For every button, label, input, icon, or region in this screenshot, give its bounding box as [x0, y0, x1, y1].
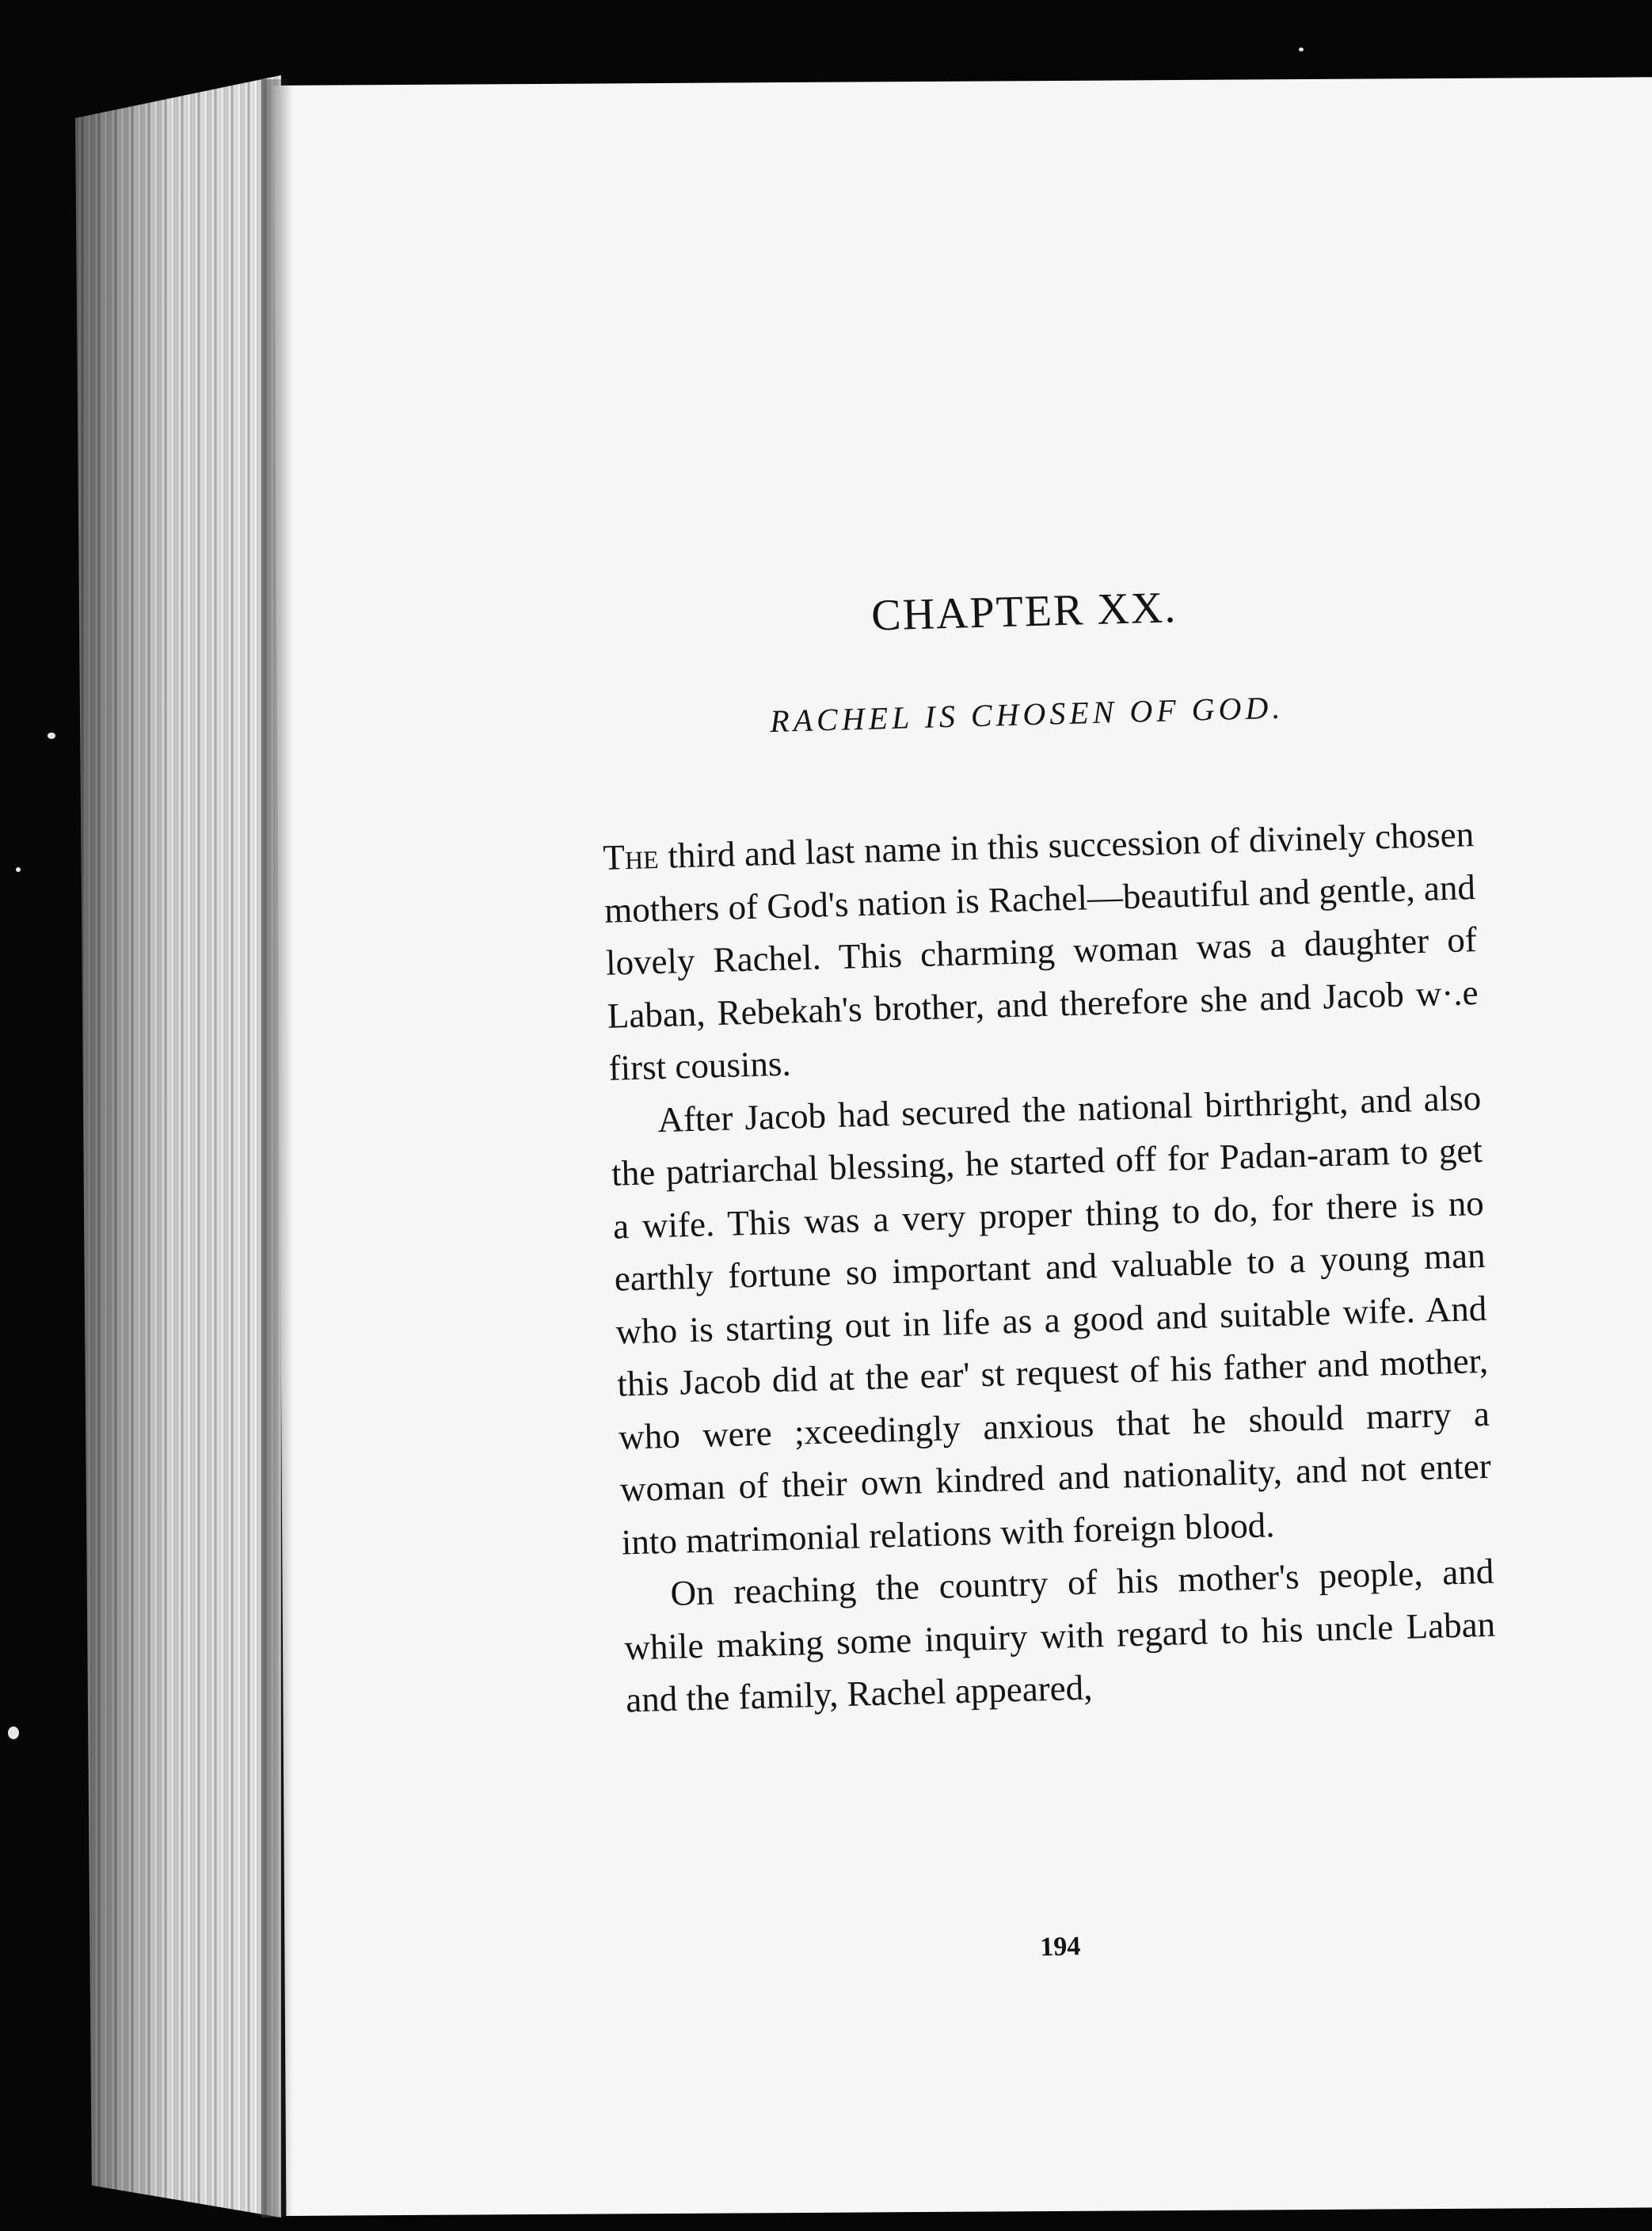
paragraph-1-lead-word: The — [602, 836, 660, 878]
gutter-shadow — [261, 79, 293, 2218]
dust-speck — [1299, 48, 1304, 51]
paragraph-1-text: third and last name in this succession of divinely chosen mothers of God's nation is Rachel—beautiful and gentle, and lovely Rachel. This charming woman was a daughter of Laban, Rebekah's brother, and therefore she and Jacob w·.e first cousins. — [603, 814, 1479, 1088]
text-block — [566, 59, 1496, 1963]
paragraph-1 — [603, 808, 1481, 1095]
book-page — [273, 77, 1652, 2216]
page-number: 194 — [1039, 1932, 1081, 1963]
book-page-edges — [75, 75, 281, 2218]
chapter-subtitle: RACHEL IS CHOSEN OF GOD. — [769, 689, 1285, 740]
chapter-title: CHAPTER XX. — [870, 583, 1178, 641]
dust-speck — [8, 1727, 19, 1739]
paragraph-2: After Jacob had secured the national birthright, and also the patriarchal blessing, he started off for Padan-aram to get a wife. This was a very proper thing to do, for there is no earthly fortune so important and valuable to a young man who is starting out in life as a good and suitable wife. And this Jacob did at the ear' st request of his father and mother, who were ;xceedingly anxious that he should marry a woman of their own kindred and nationality, and not enter into matrimonial relations with foreign blood. — [611, 1077, 1492, 1563]
dust-speck — [16, 867, 21, 872]
paragraph-3: On reaching the country of his mother's people, and while making some inquiry with regard to his uncle Laban and the family, Rachel appeared, — [623, 1551, 1496, 1720]
dust-speck — [48, 733, 55, 739]
body-text — [603, 808, 1498, 1727]
